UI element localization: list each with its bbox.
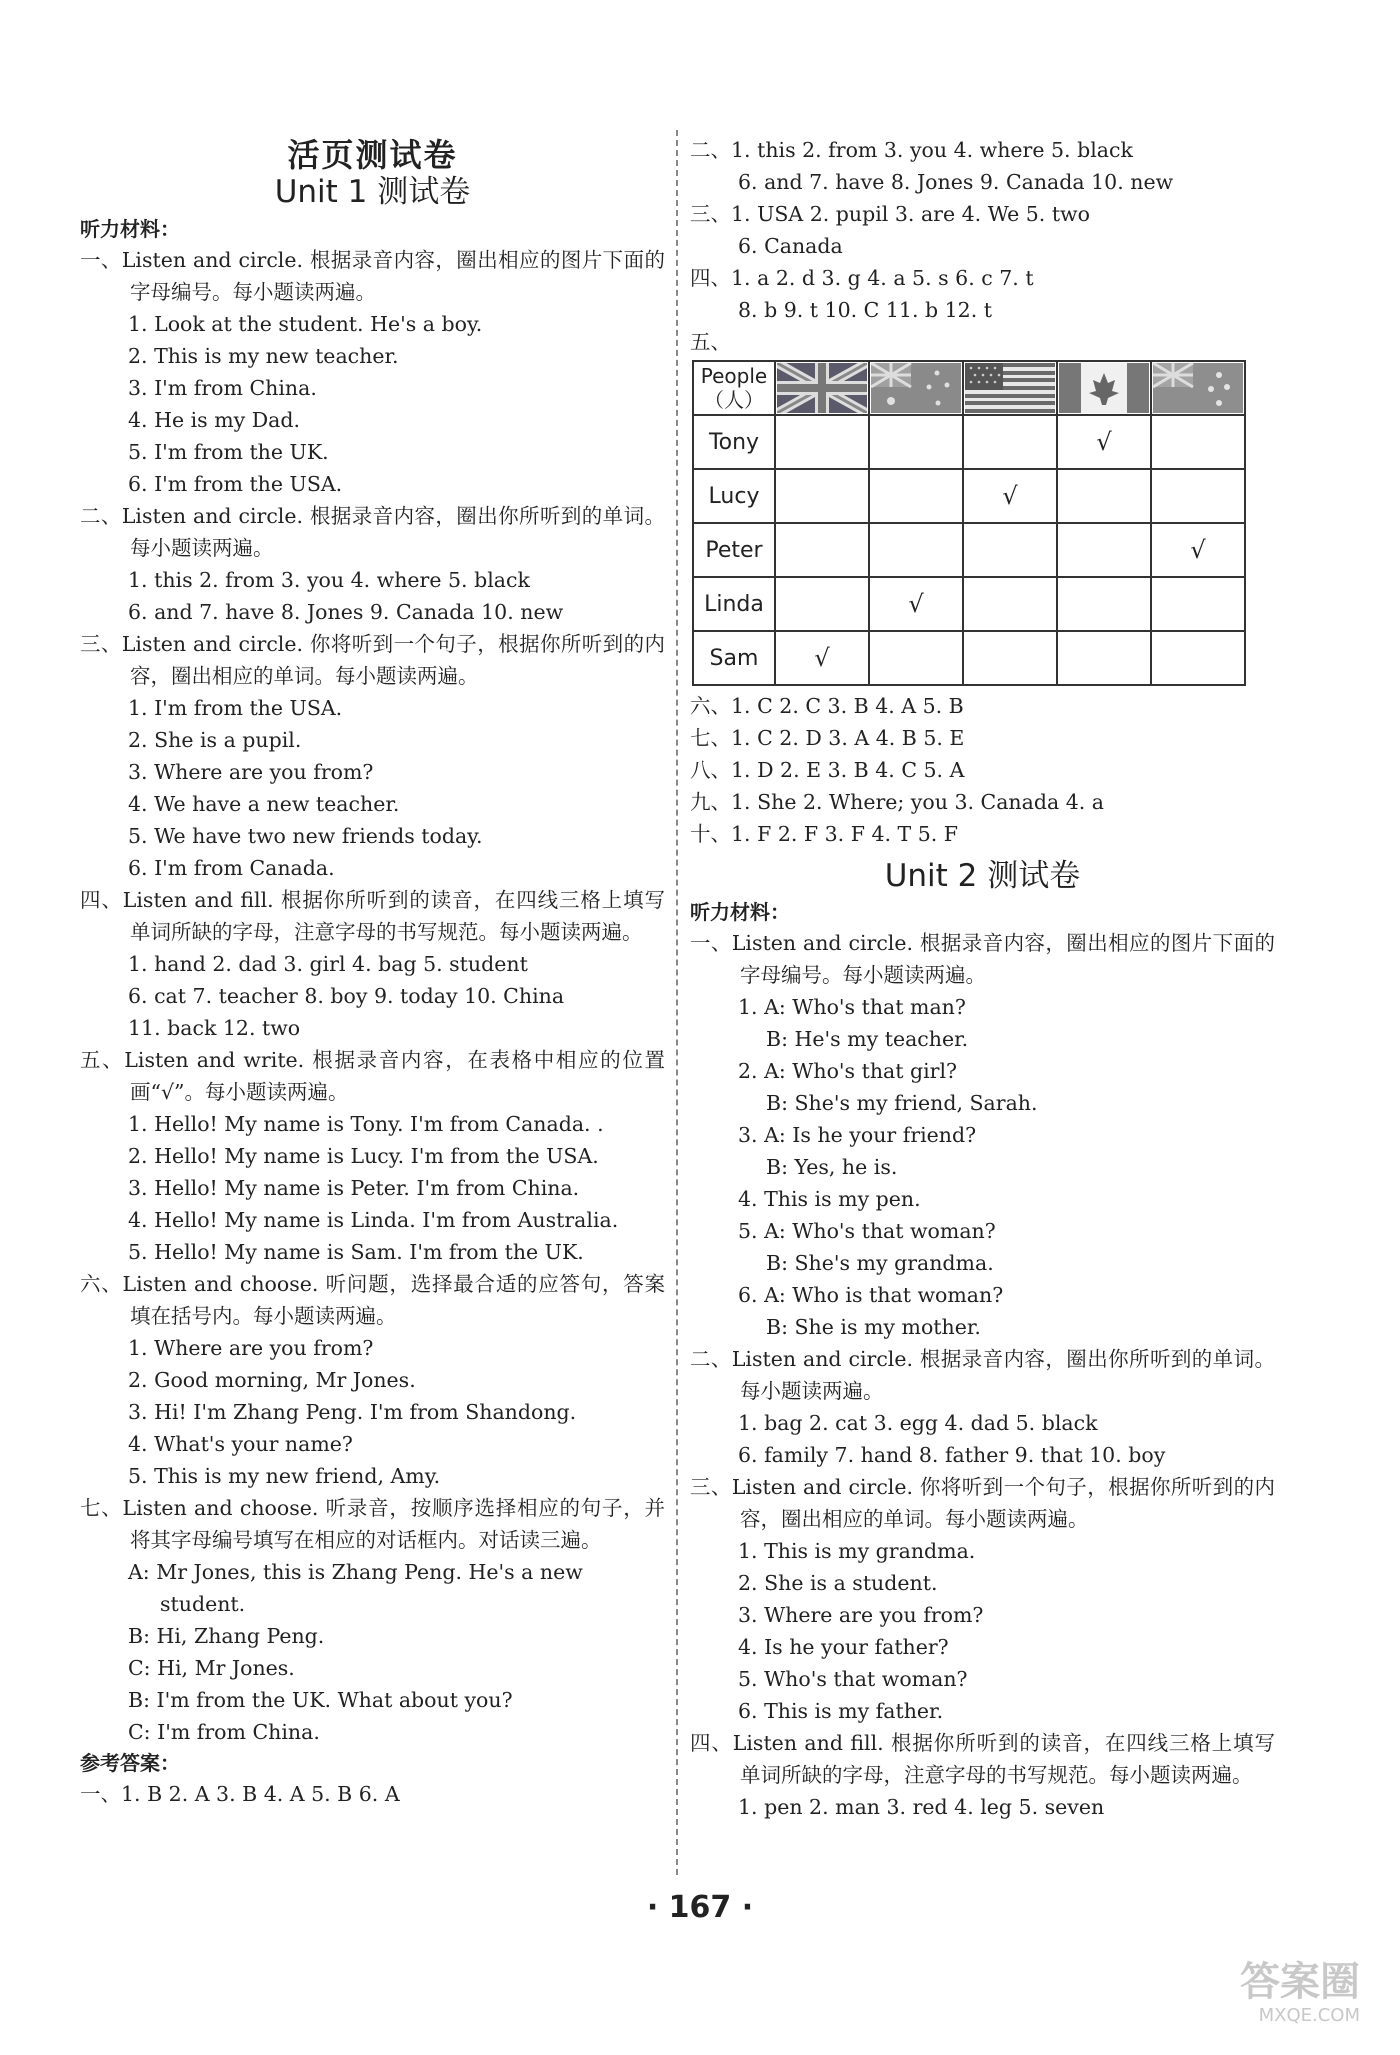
check-cell (1151, 415, 1245, 469)
right-column (690, 134, 1275, 1823)
row-name: Linda (693, 577, 775, 631)
section2-heading: 二、Listen and circle. 根据录音内容，圈出你所听到的单词。每小题读两遍。 (80, 503, 665, 560)
check-cell (775, 523, 869, 577)
u4-line: 1. pen 2. man 3. red 4. leg 5. seven (738, 1795, 1105, 1820)
check-cell (1057, 577, 1151, 631)
s1-item: 1. Look at the student. He's a boy. (128, 311, 483, 336)
check-cell (1151, 469, 1245, 523)
section7-heading: 七、Listen and choose. 听录音，按顺序选择相应的句子，并将其字母编号填写在相应的对话框内。对话读三遍。 (80, 1495, 665, 1552)
flag-cell (869, 361, 963, 415)
check-cell (775, 415, 869, 469)
check-cell (775, 469, 869, 523)
page-number: · 167 · (646, 1890, 754, 1925)
u1-line: B: He's my teacher. (766, 1027, 969, 1052)
s4-line: 11. back 12. two (128, 1015, 301, 1040)
s7-item: C: I'm from China. (128, 1719, 320, 1744)
s1-item: 6. I'm from the USA. (128, 471, 343, 496)
s5-item: 2. Hello! My name is Lucy. I'm from the USA. (128, 1143, 599, 1168)
unit2-section1-heading: 一、Listen and circle. 根据录音内容，圈出相应的图片下面的字母编号。每小题读两遍。 (690, 931, 1275, 988)
s7-item: A: Mr Jones, this is Zhang Peng. He's a new student. (128, 1559, 583, 1616)
s6-item: 2. Good morning, Mr Jones. (128, 1367, 416, 1392)
listening-label: 听力材料： (80, 216, 180, 241)
check-cell: √ (963, 469, 1057, 523)
answer5-label: 五、 (690, 330, 731, 354)
u3-item: 3. Where are you from? (738, 1603, 984, 1628)
u1-line: B: She's my friend, Sarah. (766, 1091, 1038, 1116)
answer9: 九、1. She 2. Where; you 3. Canada 4. a (690, 790, 1105, 814)
s6-item: 1. Where are you from? (128, 1335, 374, 1360)
section3-heading: 三、Listen and circle. 你将听到一个句子，根据你所听到的内容，圈出相应的单词。每小题读两遍。 (80, 631, 665, 688)
table-row (693, 415, 1245, 469)
s6-item: 5. This is my new friend, Amy. (128, 1463, 441, 1488)
table-row (693, 631, 1245, 685)
s3-item: 4. We have a new teacher. (128, 791, 400, 816)
u2-line: 6. family 7. hand 8. father 9. that 10. boy (738, 1443, 1166, 1468)
u3-item: 5. Who's that woman? (738, 1667, 968, 1692)
u2-line: 1. bag 2. cat 3. egg 4. dad 5. black (738, 1411, 1098, 1436)
section1-heading: 一、Listen and circle. 根据录音内容，圈出相应的图片下面的字母编号。每小题读两遍。 (80, 247, 665, 304)
u1-line: 4. This is my pen. (738, 1187, 921, 1212)
check-cell (1057, 631, 1151, 685)
row-name: Peter (693, 523, 775, 577)
s1-item: 4. He is my Dad. (128, 407, 301, 432)
answer4-line2: 8. b 9. t 10. C 11. b 12. t (738, 298, 992, 322)
check-cell (1151, 631, 1245, 685)
left-column (80, 136, 665, 1810)
check-cell (775, 577, 869, 631)
check-cell (963, 577, 1057, 631)
australia-flag-icon (871, 363, 961, 413)
section5-heading: 五、Listen and write. 根据录音内容，在表格中相应的位置画“√”。每小题读两遍。 (80, 1047, 665, 1104)
s5-item: 5. Hello! My name is Sam. I'm from the UK. (128, 1239, 584, 1264)
watermark (1140, 1960, 1360, 2040)
s6-item: 3. Hi! I'm Zhang Peng. I'm from Shandong. (128, 1399, 577, 1424)
s7-item: B: Hi, Zhang Peng. (128, 1623, 325, 1648)
s3-item: 2. She is a pupil. (128, 727, 302, 752)
watermark-site-text: MXQE.COM (1258, 2005, 1360, 2026)
answer8: 八、1. D 2. E 3. B 4. C 5. A (690, 758, 965, 782)
u1-line: 2. A: Who's that girl? (738, 1059, 958, 1084)
s2-line: 1. this 2. from 3. you 4. where 5. black (128, 567, 530, 592)
answers-section1: 一、1. B 2. A 3. B 4. A 5. B 6. A (80, 1781, 400, 1806)
table-row (693, 469, 1245, 523)
check-cell: √ (1057, 415, 1151, 469)
answer2-line1: 二、1. this 2. from 3. you 4. where 5. black (690, 138, 1133, 162)
u1-line: 1. A: Who's that man? (738, 995, 966, 1020)
answer10: 十、1. F 2. F 3. F 4. T 5. F (690, 822, 959, 846)
check-cell (869, 631, 963, 685)
table-row (693, 577, 1245, 631)
unit2-section2-heading: 二、Listen and circle. 根据录音内容，圈出你所听到的单词。每小题读两遍。 (690, 1347, 1275, 1404)
check-cell (963, 415, 1057, 469)
flag-cell (775, 361, 869, 415)
check-cell (1057, 523, 1151, 577)
answer3-line1: 三、1. USA 2. pupil 3. are 4. We 5. two (690, 202, 1090, 226)
u1-line: B: Yes, he is. (766, 1155, 898, 1180)
canada-flag-icon (1059, 363, 1149, 413)
s4-line: 6. cat 7. teacher 8. boy 9. today 10. China (128, 983, 565, 1008)
answer6: 六、1. C 2. C 3. B 4. A 5. B (690, 694, 964, 718)
flag-cell (963, 361, 1057, 415)
u3-item: 1. This is my grandma. (738, 1539, 976, 1564)
u1-line: 6. A: Who is that woman? (738, 1283, 1004, 1308)
u3-item: 6. This is my father. (738, 1699, 944, 1724)
answer7: 七、1. C 2. D 3. A 4. B 5. E (690, 726, 965, 750)
check-cell: √ (1151, 523, 1245, 577)
s3-item: 3. Where are you from? (128, 759, 374, 784)
check-cell (963, 631, 1057, 685)
check-cell: √ (775, 631, 869, 685)
row-name: Lucy (693, 469, 775, 523)
check-cell (869, 415, 963, 469)
s5-item: 3. Hello! My name is Peter. I'm from China. (128, 1175, 580, 1200)
flag-cell (1151, 361, 1245, 415)
check-cell (1057, 469, 1151, 523)
s2-line: 6. and 7. have 8. Jones 9. Canada 10. new (128, 599, 564, 624)
column-divider (676, 130, 678, 1875)
s6-item: 4. What's your name? (128, 1431, 353, 1456)
table-row (693, 523, 1245, 577)
s3-item: 1. I'm from the USA. (128, 695, 343, 720)
s1-item: 2. This is my new teacher. (128, 343, 399, 368)
check-cell (869, 469, 963, 523)
u3-item: 2. She is a student. (738, 1571, 938, 1596)
unit2-section4-heading: 四、Listen and fill. 根据你所听到的读音，在四线三格上填写单词所缺的字母，注意字母的书写规范。每小题读两遍。 (690, 1731, 1275, 1788)
table-header-row (693, 361, 1245, 415)
answer4-line1: 四、1. a 2. d 3. g 4. a 5. s 6. c 7. t (690, 266, 1034, 290)
unit2-listening-label: 听力材料： (690, 900, 790, 925)
page-title: 活页测试卷 (287, 136, 458, 174)
u1-line: 3. A: Is he your friend? (738, 1123, 977, 1148)
newzealand-flag-icon (1153, 363, 1243, 413)
flag-cell (1057, 361, 1151, 415)
u1-line: B: She is my mother. (766, 1315, 981, 1340)
unit1-title: Unit 1 测试卷 (274, 174, 471, 211)
s3-item: 6. I'm from Canada. (128, 855, 335, 880)
people-header: People（人） (693, 361, 775, 415)
s3-item: 5. We have two new friends today. (128, 823, 483, 848)
section6-heading: 六、Listen and choose. 听问题，选择最合适的应答句，答案填在括号内。每小题读两遍。 (80, 1271, 665, 1328)
usa-flag-icon (965, 363, 1055, 413)
u1-line: B: She's my grandma. (766, 1251, 994, 1276)
answer5-table (692, 360, 1246, 686)
answer2-line2: 6. and 7. have 8. Jones 9. Canada 10. new (738, 170, 1174, 194)
s7-item: B: I'm from the UK. What about you? (128, 1687, 513, 1712)
row-name: Sam (693, 631, 775, 685)
check-cell (1151, 577, 1245, 631)
u3-item: 4. Is he your father? (738, 1635, 949, 1660)
check-cell: √ (869, 577, 963, 631)
s7-item: C: Hi, Mr Jones. (128, 1655, 295, 1680)
check-cell (869, 523, 963, 577)
answers-label: 参考答案： (80, 1750, 180, 1775)
unit2-section3-heading: 三、Listen and circle. 你将听到一个句子，根据你所听到的内容，圈出相应的单词。每小题读两遍。 (690, 1475, 1275, 1532)
s1-item: 5. I'm from the UK. (128, 439, 329, 464)
u1-line: 5. A: Who's that woman? (738, 1219, 996, 1244)
s4-line: 1. hand 2. dad 3. girl 4. bag 5. student (128, 951, 528, 976)
row-name: Tony (693, 415, 775, 469)
unit2-title: Unit 2 测试卷 (884, 858, 1081, 894)
answer3-line2: 6. Canada (738, 234, 843, 258)
check-cell (963, 523, 1057, 577)
watermark-logo-text: 答案圈 (1240, 1959, 1360, 2005)
s1-item: 3. I'm from China. (128, 375, 317, 400)
uk-flag-icon (777, 363, 867, 413)
s5-item: 4. Hello! My name is Linda. I'm from Australia. (128, 1207, 619, 1232)
s5-item: 1. Hello! My name is Tony. I'm from Canada. . (128, 1111, 604, 1136)
section4-heading: 四、Listen and fill. 根据你所听到的读音，在四线三格上填写单词所缺的字母，注意字母的书写规范。每小题读两遍。 (80, 887, 665, 944)
